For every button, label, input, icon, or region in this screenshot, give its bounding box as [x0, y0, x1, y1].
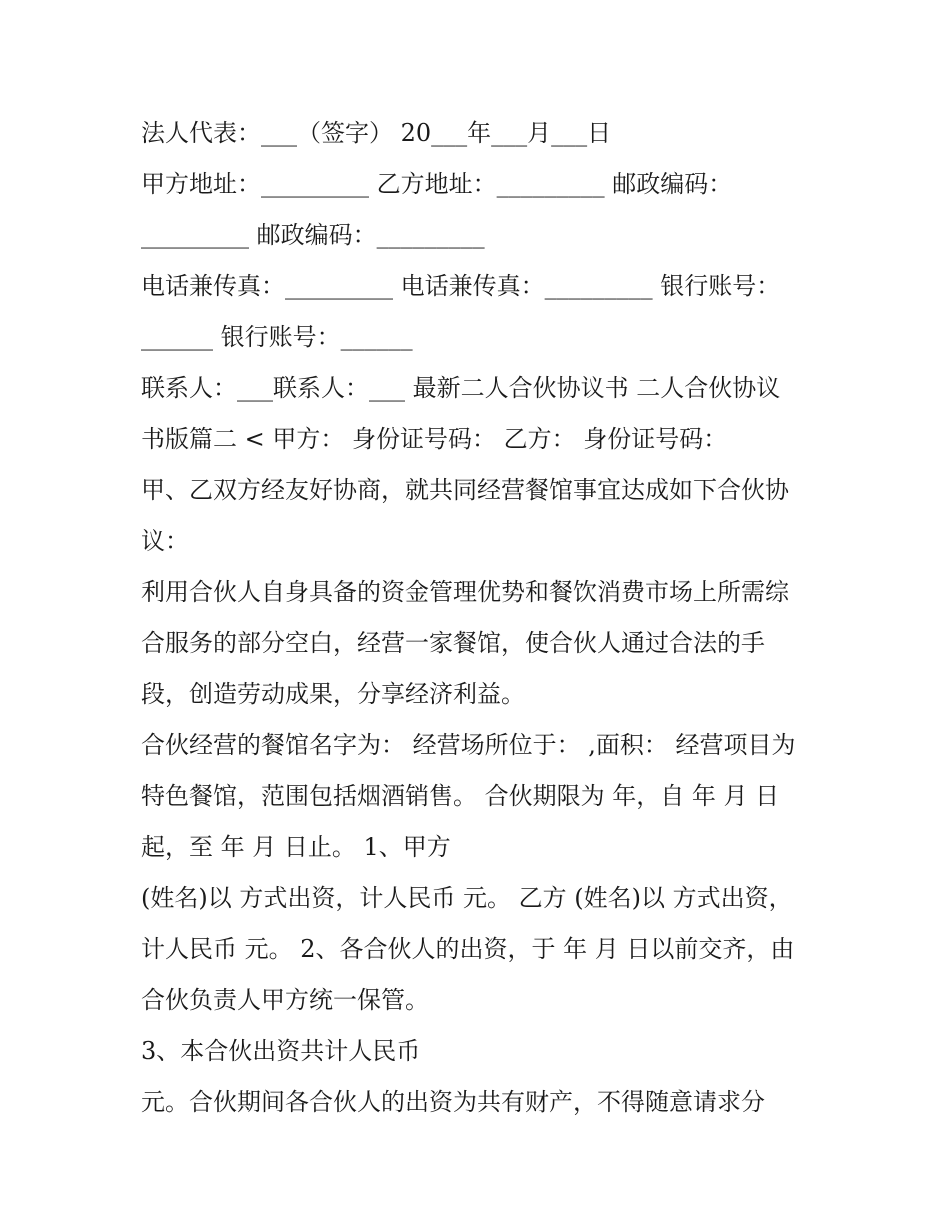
text-line: 电话兼传真：_________ 电话兼传真：_________ 银行账号： — [141, 272, 781, 300]
text-line: 合伙负责人甲方统一保管。 — [141, 986, 429, 1014]
text-line: 元。合伙期间各合伙人的出资为共有财产，不得随意请求分 — [141, 1088, 765, 1116]
text-line: _________ 邮政编码：_________ — [141, 221, 485, 249]
text-line: 合伙经营的餐馆名字为： 经营场所位于： ,面积： 经营项目为 — [141, 731, 796, 759]
text-line: 甲、乙双方经友好协商，就共同经营餐馆事宜达成如下合伙协 — [141, 476, 789, 504]
text-line: 法人代表：___（签字） 20___年___月___日 — [141, 119, 612, 147]
text-line: 3、本合伙出资共计人民币 — [141, 1037, 421, 1065]
text-line: (姓名)以 方式出资，计人民币 元。 乙方 (姓名)以 方式出资， — [141, 884, 793, 912]
document-body — [141, 108, 821, 1128]
text-line: 特色餐馆，范围包括烟酒销售。 合伙期限为 年，自 年 月 日 — [141, 782, 780, 810]
text-line: 合服务的部分空白，经营一家餐馆，使合伙人通过合法的手 — [141, 629, 765, 657]
text-line: 书版篇二 < 甲方： 身份证号码： 乙方： 身份证号码： — [141, 425, 728, 453]
text-line: ______ 银行账号：______ — [141, 323, 413, 351]
text-line: 甲方地址：_________ 乙方地址：_________ 邮政编码： — [141, 170, 733, 198]
text-line: 联系人：___联系人：___ 最新二人合伙协议书 二人合伙协议 — [141, 374, 781, 402]
text-line: 计人民币 元。 2、各合伙人的出资，于 年 月 日以前交齐，由 — [141, 935, 795, 963]
text-line: 段，创造劳动成果，分享经济利益。 — [141, 680, 525, 708]
text-line: 利用合伙人自身具备的资金管理优势和餐饮消费市场上所需综 — [141, 578, 789, 606]
text-line: 起，至 年 月 日止。 1、甲方 — [141, 833, 451, 861]
text-line: 议： — [141, 527, 189, 555]
